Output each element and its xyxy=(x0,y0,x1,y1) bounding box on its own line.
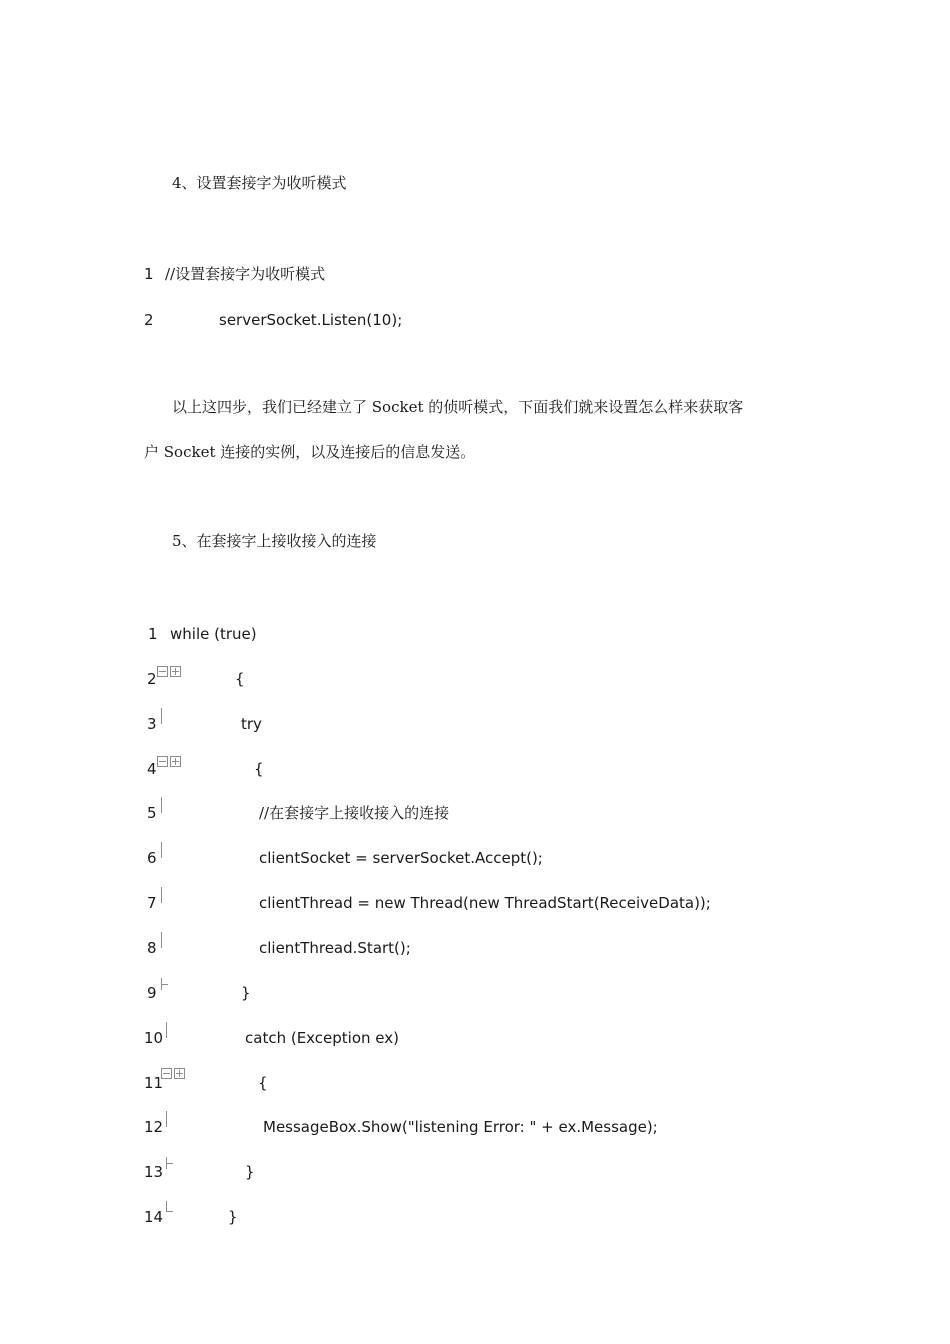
vertical-guide-icon xyxy=(166,1022,167,1038)
vertical-guide-icon xyxy=(161,887,162,903)
section4-heading: 4、设置套接字为收听模式 xyxy=(172,174,347,192)
code-line: clientThread = new Thread(new ThreadStart(ReceiveData)); xyxy=(259,894,711,912)
code-line-number: 10 xyxy=(144,1029,164,1047)
code-line: while (true) xyxy=(170,625,257,643)
code-line: catch (Exception ex) xyxy=(245,1029,399,1047)
expand-box-icon[interactable] xyxy=(170,666,181,677)
tee-guide-icon xyxy=(166,1157,173,1169)
code-line-number: 7 xyxy=(147,894,157,912)
collapse-box-icon[interactable] xyxy=(161,1068,172,1079)
collapse-box-icon[interactable] xyxy=(157,666,168,677)
tee-guide-icon xyxy=(161,978,168,990)
code-line-number: 9 xyxy=(147,984,157,1002)
code-line: MessageBox.Show("listening Error: " + ex.Message); xyxy=(263,1118,658,1136)
paragraph-line-1: 以上这四步，我们已经建立了 Socket 的侦听模式，下面我们就来设置怎么样来获取客 xyxy=(172,398,744,416)
code-line: { xyxy=(254,760,264,778)
code-line: //在套接字上接收接入的连接 xyxy=(259,804,450,822)
code-line: { xyxy=(258,1074,268,1092)
vertical-guide-icon xyxy=(166,1111,167,1127)
code-line-number: 13 xyxy=(144,1163,164,1181)
code-line-number: 6 xyxy=(147,849,157,867)
code-line-number: 2 xyxy=(144,311,154,329)
vertical-guide-icon xyxy=(161,708,162,724)
code-line: try xyxy=(241,715,262,733)
vertical-guide-icon xyxy=(161,842,162,858)
code-line: //设置套接字为收听模式 xyxy=(165,265,326,283)
code-line-number: 8 xyxy=(147,939,157,957)
code-line-number: 11 xyxy=(144,1074,164,1092)
code-line-number: 1 xyxy=(144,265,154,283)
code-line: } xyxy=(245,1163,255,1181)
vertical-guide-icon xyxy=(161,932,162,948)
code-line-number: 14 xyxy=(144,1208,164,1226)
code-line: clientThread.Start(); xyxy=(259,939,411,957)
code-line-number: 3 xyxy=(147,715,157,733)
expand-box-icon[interactable] xyxy=(170,756,181,767)
code-line-number: 1 xyxy=(148,625,158,643)
collapse-box-icon[interactable] xyxy=(157,756,168,767)
code-line-number: 2 xyxy=(147,670,157,688)
code-line: serverSocket.Listen(10); xyxy=(219,311,403,329)
paragraph-line-2: 户 Socket 连接的实例，以及连接后的信息发送。 xyxy=(144,443,476,461)
code-line: clientSocket = serverSocket.Accept(); xyxy=(259,849,543,867)
code-line-number: 5 xyxy=(147,804,157,822)
code-line-number: 12 xyxy=(144,1118,164,1136)
expand-box-icon[interactable] xyxy=(174,1068,185,1079)
section5-heading: 5、在套接字上接收接入的连接 xyxy=(172,532,377,550)
vertical-guide-icon xyxy=(161,797,162,813)
code-line: { xyxy=(235,670,245,688)
corner-guide-icon xyxy=(166,1201,173,1212)
code-line: } xyxy=(241,984,251,1002)
code-line: } xyxy=(228,1208,238,1226)
code-line-number: 4 xyxy=(147,760,157,778)
